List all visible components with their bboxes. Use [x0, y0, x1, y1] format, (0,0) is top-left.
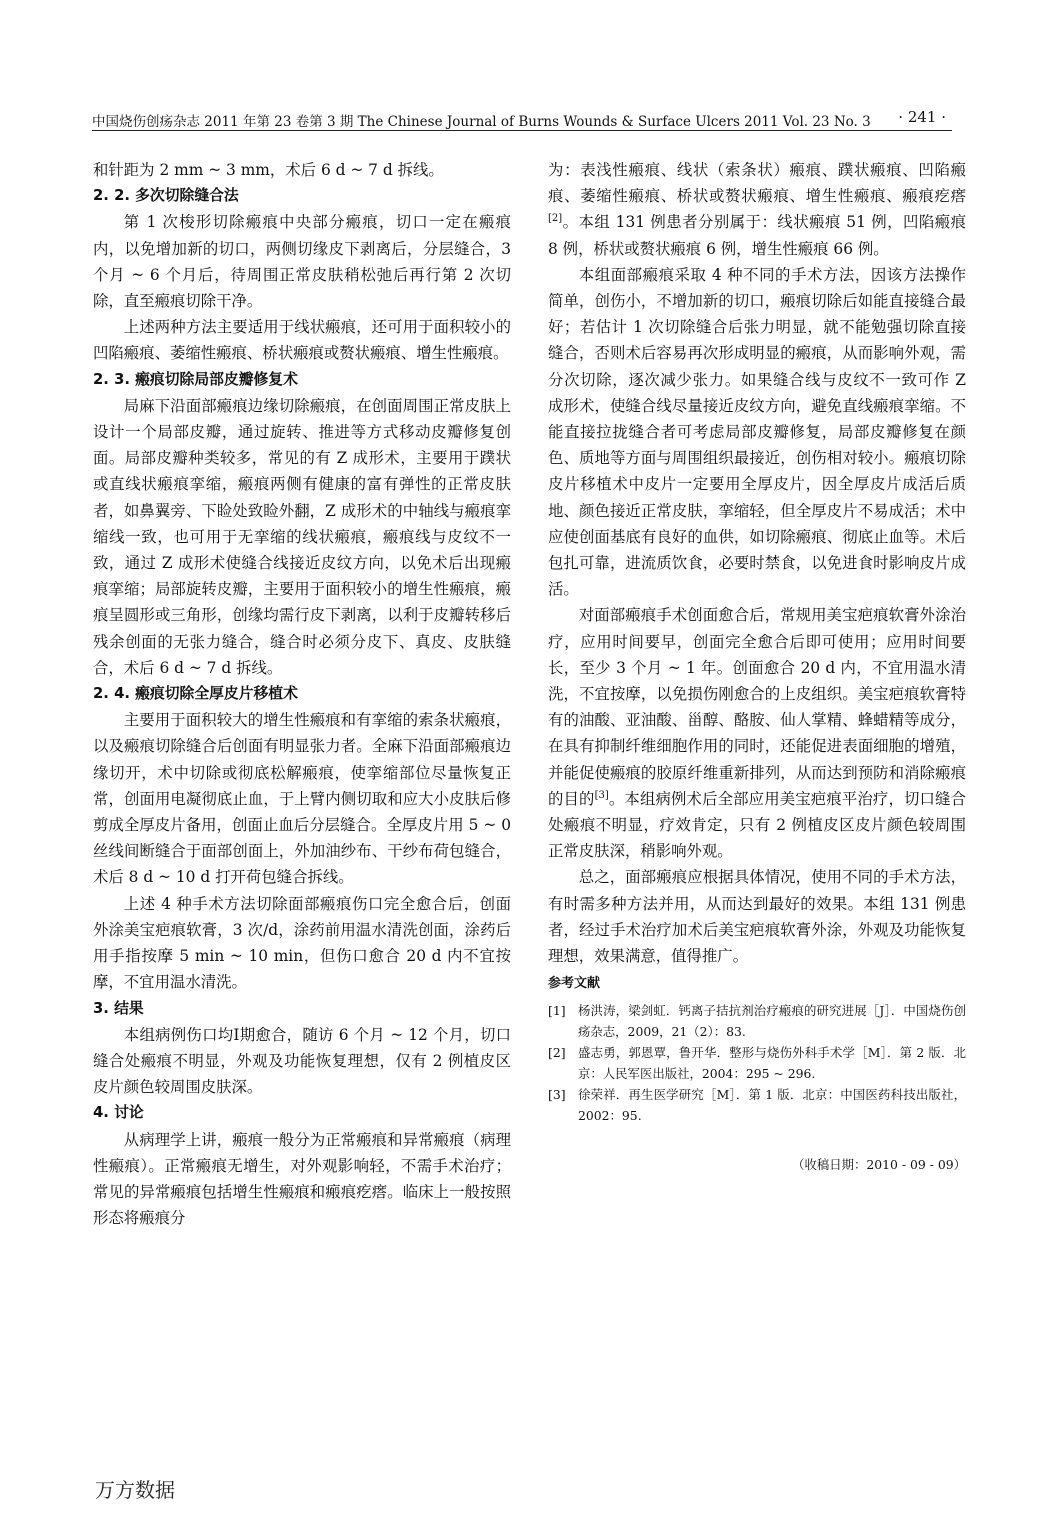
reference-number: [2]: [548, 1044, 566, 1060]
paragraph: [548, 157, 966, 262]
paragraph: 局麻下沿面部瘢痕边缘切除瘢痕，在创面周围正常皮肤上设计一个局部皮瓣，通过旋转、推进等方式移动皮瓣修复创面。局部皮瓣种类较多，常见的有 Z 成形术，主要用于蹼状或直线状瘢痕挛缩，瘢痕两侧有健康的富有弹性的正常皮肤者，如鼻翼旁、下睑处致睑外翻，Z 成形术的中轴线与瘢痕挛缩线一致，也可用于无挛缩的线状瘢痕，瘢痕线与皮纹不一致，通过 Z 成形术使缝合线接近皮纹方向，以免术后出现瘢痕挛缩；局部旋转皮瓣，主要用于面积较小的增生性瘢痕，瘢痕呈圆形或三角形，创缘均需行皮下剥离，以利于皮瓣转移后残余创面的无张力缝合，缝合时必须分皮下、真皮、皮肤缝合，术后 6 d ~ 7 d 拆线。: [93, 396, 511, 677]
reference-number: [1]: [548, 1002, 566, 1018]
reference-list: [548, 1000, 966, 1126]
watermark-text: 万方数据: [95, 1478, 175, 1502]
right-column: [548, 157, 966, 1178]
paragraph-text: 为：表浅性瘢痕、线状（索条状）瘢痕、蹼状瘢痕、凹陷瘢痕、萎缩性瘢痕、桥状或赘状瘢痕、增生性瘢痕、瘢痕疙瘩: [548, 161, 966, 206]
references-title: 参考文献: [548, 976, 601, 992]
section-heading: 2. 2. 多次切除缝合法: [93, 187, 239, 205]
paragraph-text: 对面部瘢痕手术创面愈合后，常规用美宝疤痕软膏外涂治疗，应用时间要早，创面完全愈合后即可使用；应用时间要长，至少 3 个月 ~ 1 年。创面愈合 20 d 内，不宜用温水清洗，不宜按摩，以免损伤刚愈合的上皮组织。美宝疤痕软膏特有的油酸、亚油酸、甾醇、酪胺、仙人掌精、蜂蜡精等成分，在具有抑制纤维细胞作用的同时，还能促进表面细胞的增殖，并能促使瘢痕的胶原纤维重新排列，从而达到预防和消除瘢痕的目的: [548, 606, 966, 808]
journal-header-text: 中国烧伤创疡杂志 2011 年第 23 卷第 3 期 The Chinese Journal of Burns Wounds & Surface Ulcers 2011 Vol. 23 No. 3: [92, 114, 871, 130]
left-column: [93, 157, 511, 1231]
paragraph: 本组面部瘢痕采取 4 种不同的手术方法，因该方法操作简单，创伤小，不增加新的切口，瘢痕切除后如能直接缝合最好；若估计 1 次切除缝合后张力明显，就不能勉强切除直接缝合，否则术后容易再次形成明显的瘢痕，从而影响外观，需分次切除，逐次减少张力。如果缝合线与皮纹不一致可作 Z 成形术，使缝合线尽量接近皮纹方向，避免直线瘢痕挛缩。不能直接拉拢缝合者可考虑局部皮瓣修复，局部皮瓣修复在颜色、质地等方面与周围组织最接近，创伤相对较小。瘢痕切除皮片移植术中皮片一定要用全厚皮片，因全厚皮片成活后质地、颜色接近正常皮肤，挛缩轻，但全厚皮片不易成活；术中应使创面基底有良好的血供，如切除瘢痕、彻底止血等。术后包扎可靠，进流质饮食，必要时禁食，以免进食时影响皮片成活。: [548, 265, 966, 599]
reference-text: 盛志勇，郭恩覃，鲁开华．整形与烧伤外科手术学［M］．第 2 版．北京：人民军医出版社，2004：295 ~ 296.: [578, 1044, 966, 1081]
running-header: [92, 108, 952, 131]
paragraph: 第 1 次梭形切除瘢痕中央部分瘢痕，切口一定在瘢痕内，以免增加新的切口，两侧切缘皮下剥离后，分层缝合，3 个月 ~ 6 个月后，待周围正常皮肤稍松弛后再行第 2 次切除，直至瘢痕切除干净。: [93, 213, 511, 311]
section-heading: 2. 3. 瘢痕切除局部皮瓣修复术: [93, 370, 298, 388]
citation-link[interactable]: [2]: [548, 213, 563, 225]
section-heading: 3. 结果: [93, 999, 144, 1017]
page-number: · 241 ·: [898, 108, 946, 126]
paragraph-text: 。本组病例术后全部应用美宝疤痕平治疗，切口缝合处瘢痕不明显，疗效肯定，只有 2 例植皮区皮片颜色较周围正常皮肤深，稍影响外观。: [548, 789, 966, 861]
reference-number: [3]: [548, 1086, 566, 1102]
paragraph: 总之，面部瘢痕应根据具体情况，使用不同的手术方法，有时需多种方法并用，从而达到最好的效果。本组 131 例患者，经过手术治疗加术后美宝疤痕软膏外涂，外观及功能恢复理想，效果满意，值得推广。: [548, 868, 966, 966]
paragraph-text: 。本组 131 例患者分别属于：线状瘢痕 51 例，凹陷瘢痕 8 例，桥状或赘状瘢痕 6 例，增生性瘢痕 66 例。: [548, 213, 966, 258]
section-heading: 2. 4. 瘢痕切除全厚皮片移植术: [93, 685, 298, 703]
citation-link[interactable]: [3]: [594, 789, 609, 801]
paragraph: 上述 4 种手术方法切除面部瘢痕伤口完全愈合后，创面外涂美宝疤痕软膏，3 次/d，涂药前用温水清洗创面，涂药后用手指按摩 5 min ~ 10 min，但伤口愈合 20 d 内不宜按摩，不宜用温水清洗。: [93, 894, 511, 992]
reference-text: 徐荣祥．再生医学研究［M］．第 1 版．北京：中国医药科技出版社，2002：95.: [578, 1086, 966, 1123]
reference-item: [548, 1084, 966, 1126]
paragraph: 从病理学上讲，瘢痕一般分为正常瘢痕和异常瘢痕（病理性瘢痕）。正常瘢痕无增生，对外观影响轻，不需手术治疗；常见的异常瘢痕包括增生性瘢痕和瘢痕疙瘩。临床上一般按照形态将瘢痕分: [93, 1130, 511, 1228]
paragraph: 上述两种方法主要适用于线状瘢痕，还可用于面积较小的凹陷瘢痕、萎缩性瘢痕、桥状瘢痕或赘状瘢痕、增生性瘢痕。: [93, 318, 511, 363]
reference-item: [548, 1000, 966, 1042]
paragraph: 本组病例伤口均Ⅰ期愈合，随访 6 个月 ~ 12 个月，切口缝合处瘢痕不明显，外观及功能恢复理想，仅有 2 例植皮区皮片颜色较周围皮肤深。: [93, 1025, 511, 1097]
section-heading: 4. 讨论: [93, 1104, 144, 1122]
reference-item: [548, 1042, 966, 1084]
paragraph: 主要用于面积较大的增生性瘢痕和有挛缩的索条状瘢痕，以及瘢痕切除缝合后创面有明显张力者。全麻下沿面部瘢痕边缘切开，术中切除或彻底松解瘢痕，使挛缩部位尽量恢复正常，创面用电凝彻底止血，于上臂内侧切取和应大小皮肤后修剪成全厚皮片备用，创面止血后分层缝合。全厚皮片用 5 ~ 0 丝线间断缝合于面部创面上，外加油纱布、干纱布荷包缝合，术后 8 d ~ 10 d 打开荷包缝合拆线。: [93, 711, 511, 887]
received-date: （收稿日期：2010 - 09 - 09）: [792, 1156, 966, 1172]
paragraph: [548, 602, 966, 864]
reference-text: 杨洪涛，梁剑虹．钙离子拮抗剂治疗瘢痕的研究进展［J］．中国烧伤创疡杂志，2009，21（2）：83.: [578, 1002, 966, 1039]
paragraph: 和针距为 2 mm ~ 3 mm，术后 6 d ~ 7 d 拆线。: [93, 161, 444, 179]
